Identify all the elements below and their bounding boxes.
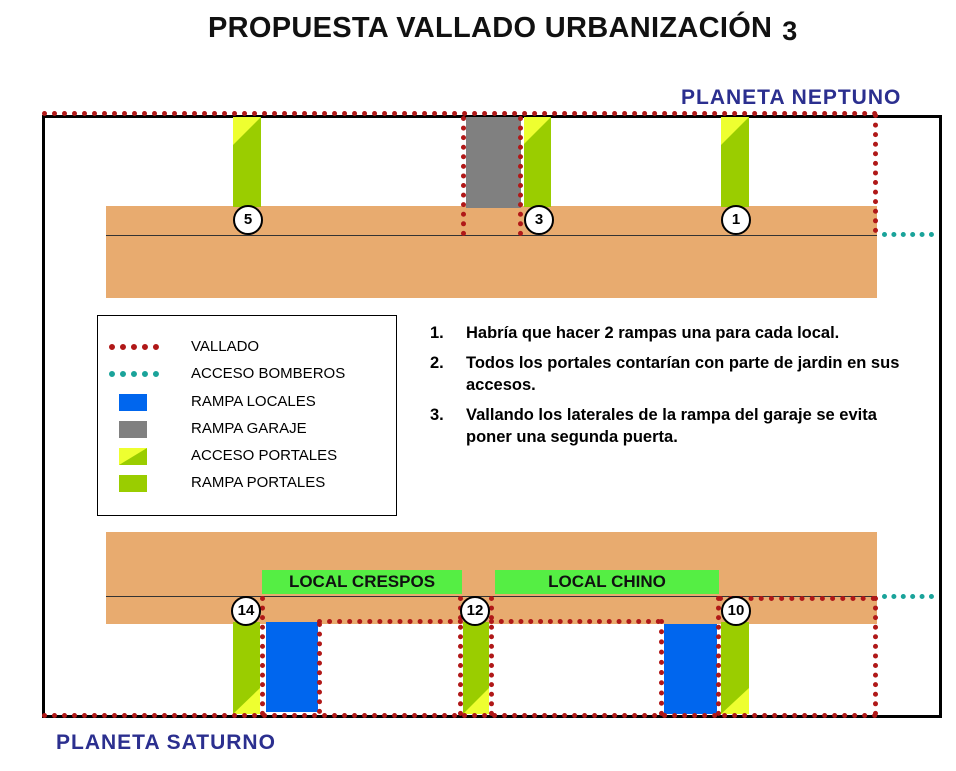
legend-item-vallado xyxy=(98,337,396,357)
triangle-swatch-fill-icon xyxy=(119,448,147,465)
note-item xyxy=(430,352,900,396)
fence-local-chino-ramp xyxy=(659,619,664,716)
fence-local-chino-top xyxy=(489,619,661,624)
top-road-line xyxy=(106,235,877,236)
note-number: 3. xyxy=(430,406,444,424)
legend-item-acceso-portales xyxy=(98,446,396,466)
legend-label: RAMPA LOCALES xyxy=(191,393,316,410)
street-label-bottom: PLANETA SATURNO xyxy=(56,731,276,754)
legend-label: RAMPA GARAJE xyxy=(191,420,307,437)
legend-label: VALLADO xyxy=(191,338,260,355)
fire-access-top xyxy=(882,232,934,237)
portal-access-3 xyxy=(524,117,551,144)
legend-item-rampa-garaje xyxy=(98,419,396,439)
fence-local-crespos-ramp xyxy=(317,622,322,714)
portal-number-5: 5 xyxy=(233,205,263,235)
local-ramp-crespos xyxy=(266,622,318,712)
portal-number-12: 12 xyxy=(460,596,490,626)
street-label-top: PLANETA NEPTUNO xyxy=(681,86,902,109)
fence-local-crespos-left xyxy=(260,596,265,716)
title-text: PROPUESTA VALLADO URBANIZACIÓN xyxy=(208,12,773,44)
legend-item-bomberos xyxy=(98,364,396,384)
fence-top xyxy=(42,111,878,116)
note-text: Habría que hacer 2 rampas una para cada local. xyxy=(466,324,840,342)
legend-label: ACCESO PORTALES xyxy=(191,447,338,464)
page-title xyxy=(208,12,798,45)
fence-local-crespos-top xyxy=(317,619,463,624)
legend xyxy=(97,315,397,516)
fence-top-right xyxy=(873,113,878,233)
fence-garage-left xyxy=(461,116,466,236)
legend-item-rampa-portales xyxy=(98,473,396,493)
local-label-crespos: LOCAL CRESPOS xyxy=(262,570,462,594)
top-road xyxy=(106,206,877,298)
fence-bottom-right xyxy=(873,596,878,716)
grey-square-icon xyxy=(119,421,147,438)
portal-access-1 xyxy=(721,117,749,145)
portal-number-1: 1 xyxy=(721,205,751,235)
fence-local-chino-right xyxy=(716,596,721,716)
green-square-icon xyxy=(119,475,147,492)
note-item xyxy=(430,322,900,344)
note-text: Todos los portales contarían con parte de jardin en sus accesos. xyxy=(466,354,900,394)
portal-access-10 xyxy=(721,688,749,714)
local-label-chino: LOCAL CHINO xyxy=(495,570,719,594)
fence-symbol-icon xyxy=(109,344,159,350)
legend-label: ACCESO BOMBEROS xyxy=(191,365,346,382)
note-item xyxy=(430,404,900,448)
legend-item-rampa-locales xyxy=(98,392,396,412)
blue-square-icon xyxy=(119,394,147,411)
garage-ramp xyxy=(466,117,521,208)
note-text: Vallando los laterales de la rampa del garaje se evita poner una segunda puerta. xyxy=(466,406,877,446)
portal-access-14 xyxy=(233,688,260,714)
legend-label: RAMPA PORTALES xyxy=(191,474,326,491)
portal-number-3: 3 xyxy=(524,205,554,235)
portal-number-14: 14 xyxy=(231,596,261,626)
fence-garage-right xyxy=(518,116,523,236)
fire-access-symbol-icon xyxy=(109,371,159,377)
fence-local-chino-left xyxy=(489,596,494,716)
fire-access-bottom xyxy=(882,594,934,599)
portal-number-10: 10 xyxy=(721,596,751,626)
note-number: 1. xyxy=(430,324,444,342)
notes-list xyxy=(430,322,900,456)
local-ramp-chino xyxy=(664,624,717,714)
title-number: 3 xyxy=(782,16,798,46)
portal-access-12 xyxy=(463,688,489,714)
portal-access-5 xyxy=(233,117,261,145)
note-number: 2. xyxy=(430,354,444,372)
